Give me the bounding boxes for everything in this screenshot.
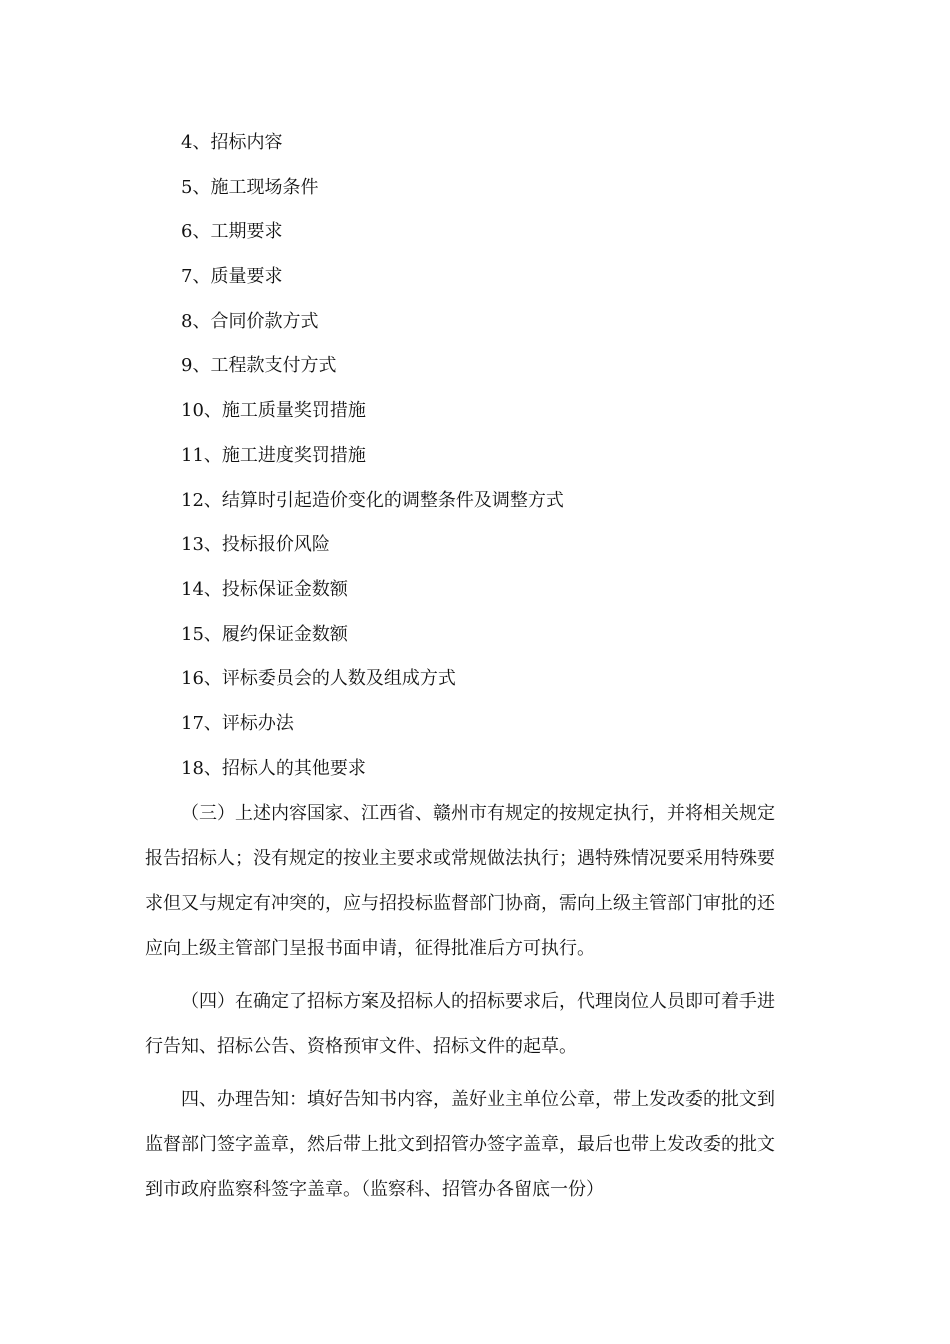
list-item: 12、结算时引起造价变化的调整条件及调整方式 [181, 489, 564, 511]
list-item: 17、评标办法 [181, 712, 294, 734]
paragraph-line: 求但又与规定有冲突的，应与招投标监督部门协商，需向上级主管部门审批的还 [145, 893, 775, 914]
list-item: 7、质量要求 [181, 266, 283, 288]
list-item: 10、施工质量奖罚措施 [181, 400, 366, 422]
list-item: 6、工期要求 [181, 221, 283, 243]
list-item: 18、招标人的其他要求 [181, 757, 366, 779]
paragraph-line: 报告招标人；没有规定的按业主要求或常规做法执行；遇特殊情况要采用特殊要 [145, 848, 775, 869]
paragraph-line: 应向上级主管部门呈报书面申请，征得批准后方可执行。 [145, 938, 595, 959]
paragraph-three [145, 796, 810, 976]
paragraph-line: 到市政府监察科签字盖章。（监察科、招管办各留底一份） [145, 1179, 604, 1200]
paragraph-line: 行告知、招标公告、资格预审文件、招标文件的起草。 [145, 1036, 577, 1057]
list-item: 16、评标委员会的人数及组成方式 [181, 668, 456, 690]
list-item: 11、施工进度奖罚措施 [181, 444, 366, 466]
requirements-list [181, 128, 821, 798]
paragraph-line: 监督部门签字盖章，然后带上批文到招管办签字盖章，最后也带上发改委的批文 [145, 1134, 775, 1155]
paragraph-line: （四）在确定了招标方案及招标人的招标要求后，代理岗位人员即可着手进 [181, 991, 775, 1012]
paragraph-four [145, 984, 810, 1074]
list-item: 5、施工现场条件 [181, 176, 319, 198]
paragraph-notification [145, 1082, 810, 1217]
list-item: 15、履约保证金数额 [181, 623, 348, 645]
list-item: 14、投标保证金数额 [181, 578, 348, 600]
body-paragraphs [145, 796, 810, 1225]
list-item: 8、合同价款方式 [181, 310, 319, 332]
list-item: 13、投标报价风险 [181, 534, 330, 556]
paragraph-line: （三）上述内容国家、江西省、赣州市有规定的按规定执行，并将相关规定 [181, 803, 775, 824]
list-item: 4、招标内容 [181, 132, 283, 153]
list-item: 9、工程款支付方式 [181, 355, 337, 377]
paragraph-line: 四、办理告知：填好告知书内容，盖好业主单位公章，带上发改委的批文到 [181, 1089, 775, 1110]
